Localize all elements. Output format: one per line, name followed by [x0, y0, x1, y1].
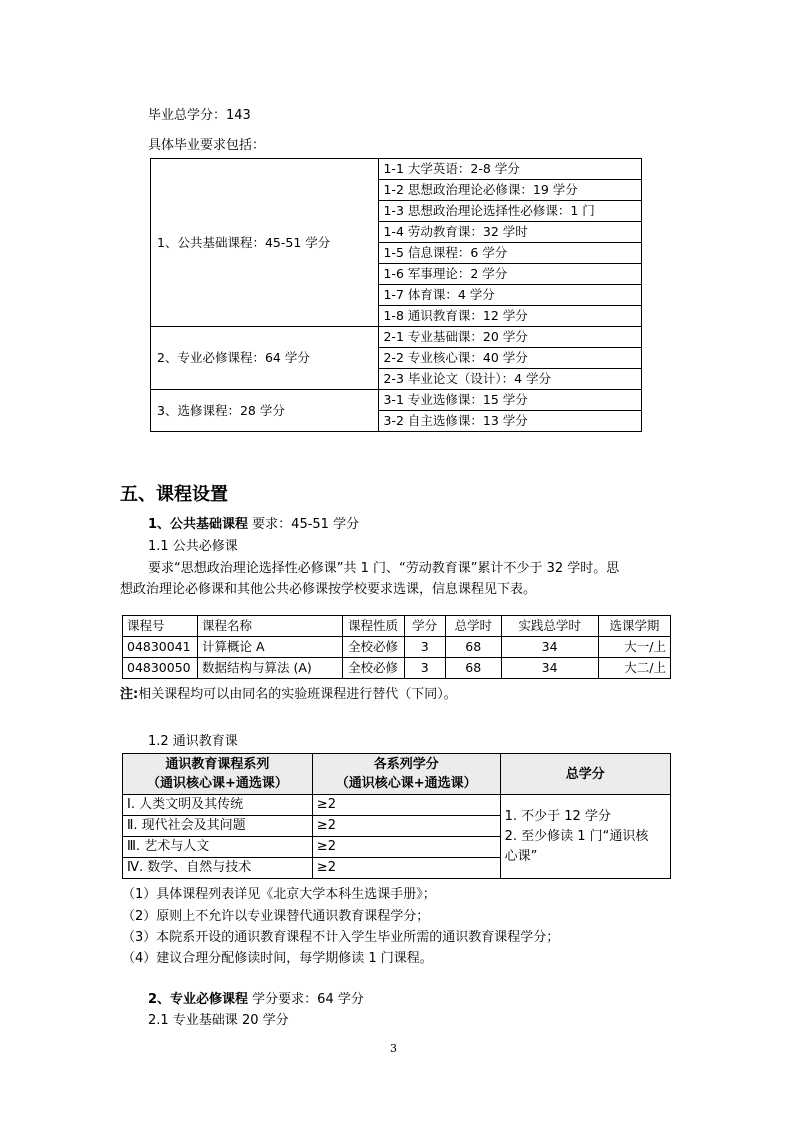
requirement-item: 1-2 思想政治理论必修课：19 学分	[379, 180, 642, 201]
ge-note-4: （4）建议合理分配修读时间，每学期修读 1 门课程。	[122, 951, 433, 966]
note-text: 相关课程均可以由同名的实验班课程进行替代（下同）。	[138, 687, 457, 702]
requirement-item: 1-7 体育课：4 学分	[379, 285, 642, 306]
subsection-2-heading: 2、专业必修课程	[148, 992, 249, 1007]
table-row	[123, 637, 671, 658]
ge-note-1: （1）具体课程列表详见《北京大学本科生选课手册》；	[122, 887, 436, 902]
note-label: 注:	[120, 687, 139, 702]
course-term: 大二/上	[598, 658, 670, 679]
ge-credit: ≥2	[312, 816, 500, 837]
page-number: 3	[390, 1042, 397, 1055]
requirement-item: 1-5 信息课程：6 学分	[379, 243, 642, 264]
requirement-category: 3、选修课程：28 学分	[151, 390, 379, 432]
requirement-item: 3-1 专业选修课：15 学分	[379, 390, 642, 411]
subsection-2-requirement: 学分要求：64 学分	[248, 992, 364, 1007]
course-table	[122, 615, 671, 679]
requirement-item: 2-2 专业核心课：40 学分	[379, 348, 642, 369]
course-term: 大一/上	[598, 637, 670, 658]
requirement-item: 1-8 通识教育课：12 学分	[379, 306, 642, 327]
ge-header-series-line1: 通识教育课程系列	[165, 757, 270, 772]
requirements-lead: 具体毕业要求包括：	[148, 138, 266, 153]
table-row	[151, 159, 642, 180]
subsection-2-line	[148, 988, 364, 1007]
paragraph-line-2: 想政治理论必修课和其他公共必修课按学校要求选课，信息课程见下表。	[120, 582, 537, 597]
section-title: 五、课程设置	[120, 484, 228, 505]
requirements-table	[150, 158, 642, 432]
requirement-item: 1-4 劳动教育课：32 学时	[379, 222, 642, 243]
subsection-1-heading: 1、公共基础课程	[148, 517, 249, 532]
requirement-item: 1-3 思想政治理论选择性必修课：1 门	[379, 201, 642, 222]
ge-total-note	[500, 795, 670, 879]
table-row	[123, 795, 671, 816]
course-practice-hours: 34	[501, 637, 598, 658]
ge-total-note-line1: 1. 不少于 12 学分	[504, 808, 611, 824]
ge-total-note-line3: 心课”	[504, 848, 538, 864]
course-code: 04830050	[123, 658, 198, 679]
subsection-1-line	[148, 513, 359, 532]
paragraph-line-1: 要求“思想政治理论选择性必修课”共 1 门、“劳动教育课”累计不少于 32 学时。思	[148, 561, 620, 576]
course-table-header: 课程名称	[198, 616, 343, 637]
ge-note-3: （3）本院系开设的通识教育课程不计入学生毕业所需的通识教育课程学分；	[122, 930, 560, 945]
ge-header-credits-line1: 各系列学分	[373, 757, 439, 772]
ge-series: Ⅱ. 现代社会及其问题	[123, 816, 313, 837]
ge-header-series	[123, 754, 313, 795]
subsection-1-requirement: 要求：45-51 学分	[248, 517, 360, 532]
course-table-header-row	[123, 616, 671, 637]
ge-credit: ≥2	[312, 795, 500, 816]
requirement-item: 2-3 毕业论文（设计）：4 学分	[379, 369, 642, 390]
course-code: 04830041	[123, 637, 198, 658]
table-row	[151, 390, 642, 411]
course-credits: 3	[404, 637, 445, 658]
requirement-category: 2、专业必修课程：64 学分	[151, 327, 379, 390]
course-type: 全校必修	[342, 637, 404, 658]
ge-header-credits-line2: （通识核心课+通选课）	[335, 776, 477, 791]
course-table-header: 课程号	[123, 616, 198, 637]
ge-credit: ≥2	[312, 858, 500, 879]
requirement-item: 3-2 自主选修课：13 学分	[379, 411, 642, 432]
subsection-1-1-heading: 1.1 公共必修课	[148, 539, 238, 554]
course-table-header: 实践总学时	[501, 616, 598, 637]
ge-heading: 1.2 通识教育课	[148, 734, 238, 749]
ge-header-series-line2: （通识核心课+通选课）	[146, 776, 288, 791]
requirement-item: 2-1 专业基础课：20 学分	[379, 327, 642, 348]
table-row	[123, 658, 671, 679]
course-type: 全校必修	[342, 658, 404, 679]
course-credits: 3	[404, 658, 445, 679]
course-practice-hours: 34	[501, 658, 598, 679]
course-table-header: 总学时	[445, 616, 501, 637]
ge-series: Ⅰ. 人类文明及其传统	[123, 795, 313, 816]
ge-header-credits	[312, 754, 500, 795]
ge-series: Ⅲ. 艺术与人文	[123, 837, 313, 858]
requirement-category: 1、公共基础课程：45-51 学分	[151, 159, 379, 327]
course-table-header: 学分	[404, 616, 445, 637]
table-row	[151, 327, 642, 348]
ge-note-2: （2）原则上不允许以专业课替代通识教育课程学分；	[122, 909, 430, 924]
general-education-table	[122, 753, 671, 879]
subsection-2-1-heading: 2.1 专业基础课 20 学分	[148, 1013, 289, 1028]
ge-credit: ≥2	[312, 837, 500, 858]
requirement-item: 1-1 大学英语：2-8 学分	[379, 159, 642, 180]
course-name: 计算概论 A	[198, 637, 343, 658]
requirement-item: 1-6 军事理论：2 学分	[379, 264, 642, 285]
course-table-header: 选课学期	[598, 616, 670, 637]
course-hours: 68	[445, 637, 501, 658]
course-table-header: 课程性质	[342, 616, 404, 637]
total-credits-line: 毕业总学分：143	[148, 108, 251, 123]
ge-header-total: 总学分	[500, 754, 670, 795]
course-name: 数据结构与算法 (A)	[198, 658, 343, 679]
course-hours: 68	[445, 658, 501, 679]
ge-series: Ⅳ. 数学、自然与技术	[123, 858, 313, 879]
course-table-note	[120, 683, 457, 702]
ge-total-note-line2: 2. 至少修读 1 门“通识核	[504, 828, 649, 844]
